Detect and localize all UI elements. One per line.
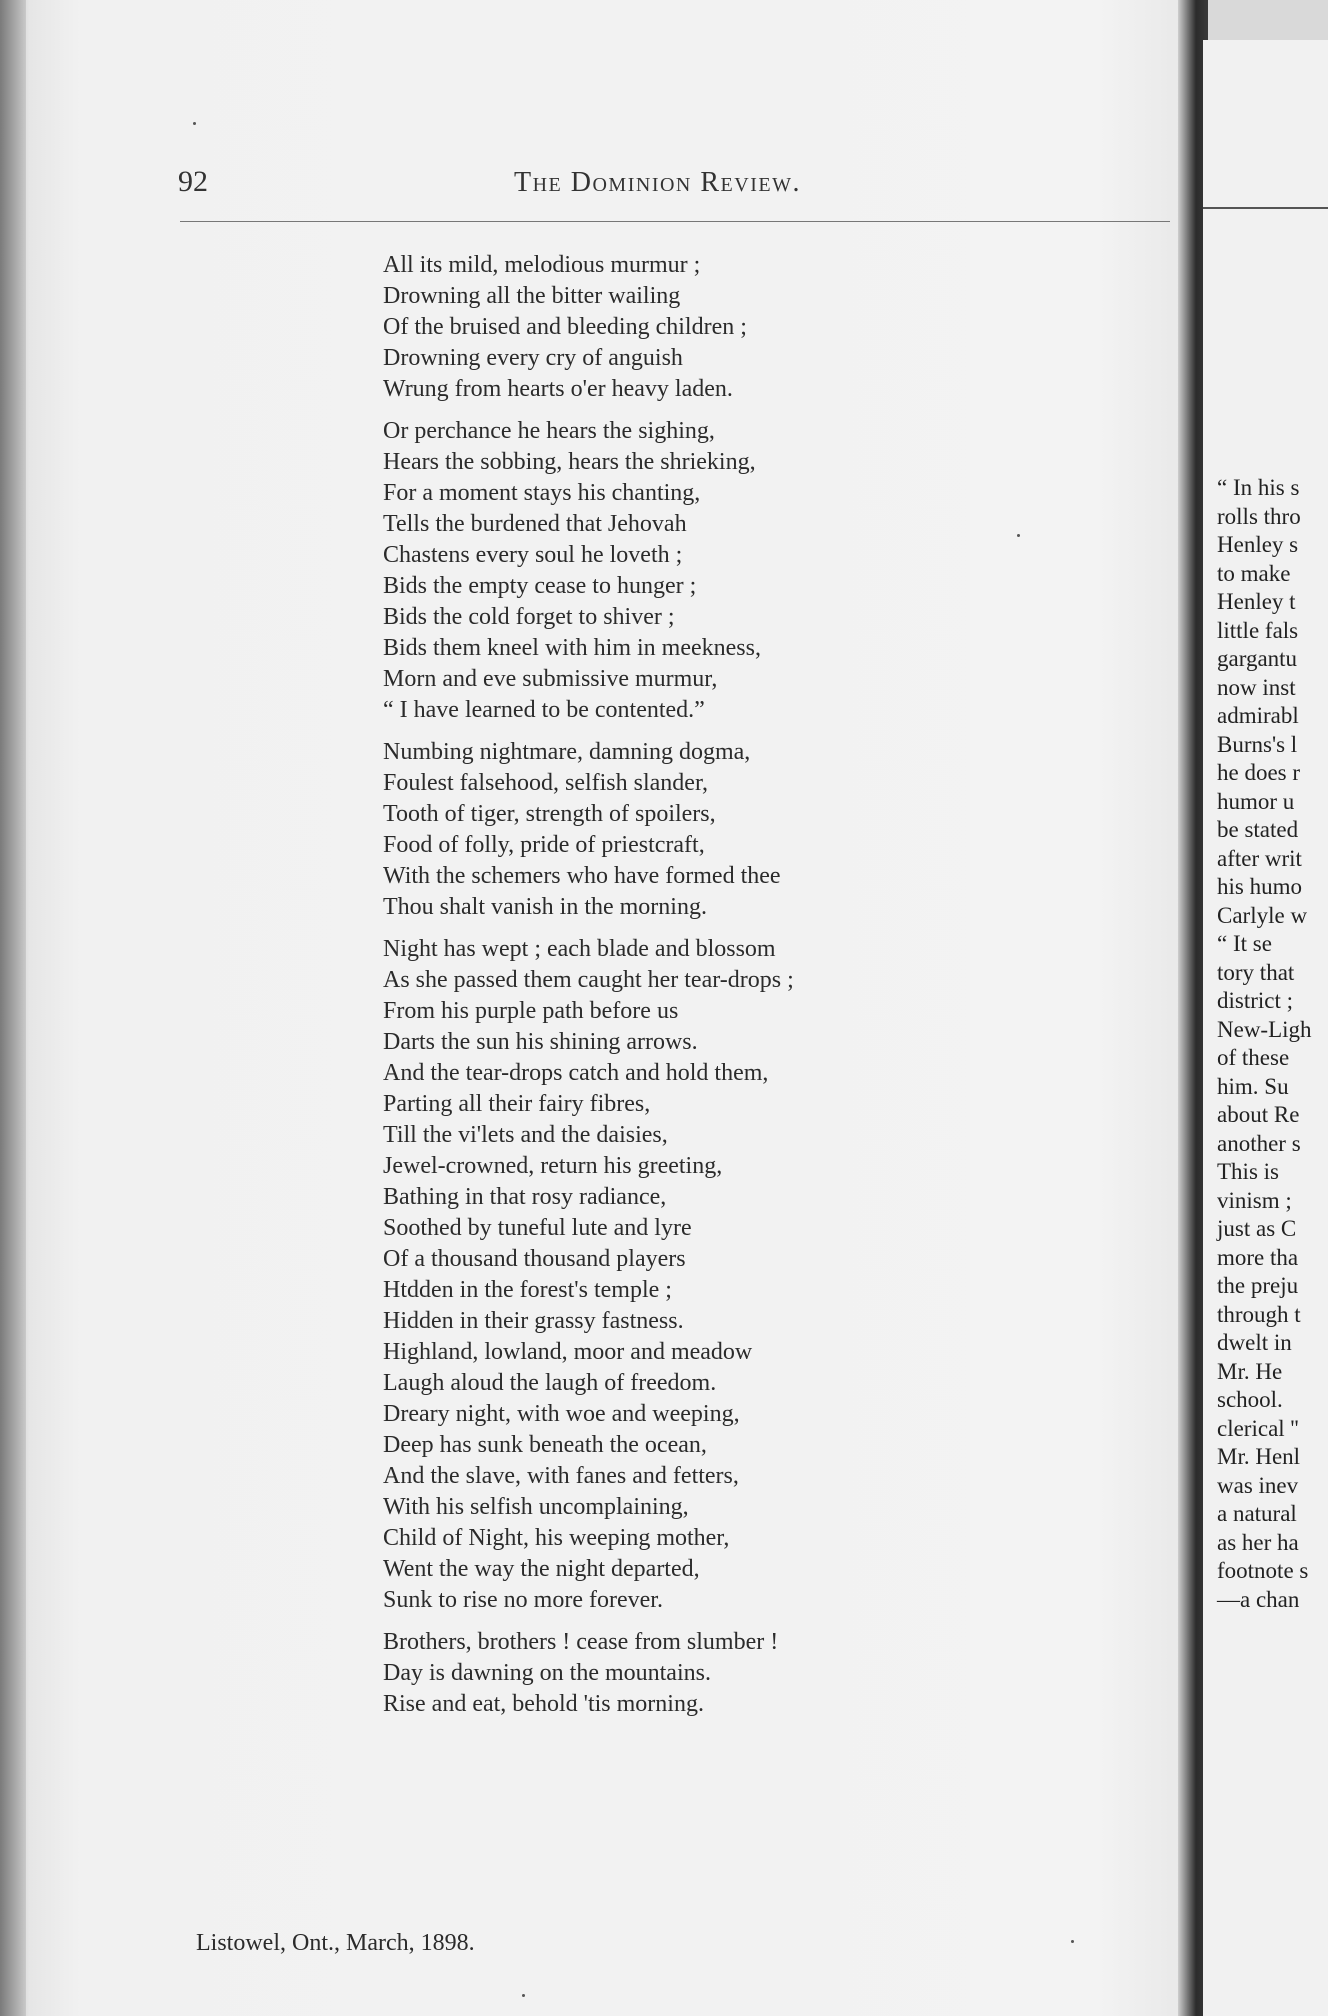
poem-line: Dreary night, with woe and weeping, [383,1401,740,1427]
poem-stanza [383,250,1103,405]
header-rule [180,221,1170,222]
poem-signature: Listowel, Ont., March, 1898. [196,1930,475,1956]
facing-page-line: school. [1217,1387,1283,1412]
facing-page-line: Burns's l [1217,731,1298,757]
poem-line: Of the bruised and bleeding children ; [383,314,747,340]
facing-page-line: gargantu [1217,646,1298,671]
poem-line: Drowning every cry of anguish [383,345,683,371]
facing-page-line: dwelt in [1217,1330,1292,1355]
poem-line: Night has wept ; each blade and blossom [383,936,776,962]
facing-page-line: footnote s [1217,1558,1309,1583]
poem-line: Numbing nightmare, damning dogma, [383,739,751,765]
facing-page-line: now inst [1217,674,1296,700]
facing-page-line: humor u [1217,788,1295,814]
facing-page-line: district ; [1217,988,1294,1013]
facing-page-line: a natural [1217,1501,1297,1526]
facing-page-line: as her ha [1217,1529,1299,1555]
facing-page-line: admirabl [1217,703,1299,728]
print-speck [1017,534,1020,537]
poem-line: Rise and eat, behold 'tis morning. [383,1691,704,1717]
poem-line: With the schemers who have formed thee [383,863,781,889]
facing-page-line: Henley s [1217,532,1299,557]
poem-line: Jewel-crowned, return his greeting, [383,1153,723,1179]
facing-page-line: about Re [1217,1102,1300,1127]
poem-line: All its mild, melodious murmur ; [383,252,701,278]
facing-page-line: just as C [1217,1216,1297,1241]
poem-line: From his purple path before us [383,998,679,1024]
poem-line: Bathing in that rosy radiance, [383,1184,667,1210]
poem-line: “ I have learned to be contented.” [383,697,705,723]
poem-line: As she passed them caught her tear-drops ; [383,967,794,993]
facing-page [1203,40,1328,2016]
print-speck [522,1994,525,1997]
poem-line: With his selfish uncomplaining, [383,1494,689,1520]
facing-page-line: Henley t [1217,589,1296,614]
poem-line: Morn and eve submissive murmur, [383,666,718,692]
facing-page-line: through t [1217,1301,1301,1327]
facing-page-line: the preju [1217,1273,1299,1298]
facing-page-line: be stated [1217,817,1299,842]
facing-page-line: rolls thro [1217,503,1301,529]
facing-page-line: tory that [1217,959,1295,985]
poem-line: Htdden in the forest's temple ; [383,1277,672,1303]
poem-line: Thou shalt vanish in the morning. [383,894,707,920]
poem-stanza [383,1627,1103,1720]
poem-line: Hidden in their grassy fastness. [383,1308,684,1334]
poem-stanza [383,737,1103,923]
facing-header-rule [1203,207,1328,209]
poem-stanza [383,934,1103,1616]
poem-line: Went the way the night departed, [383,1556,700,1582]
print-speck [1071,1940,1074,1943]
facing-page-line: “ It se [1217,931,1272,956]
facing-page-line: This is [1217,1159,1279,1184]
poem-line: Tooth of tiger, strength of spoilers, [383,801,716,827]
poem-line: And the slave, with fanes and fetters, [383,1463,739,1489]
facing-page-line: he does r [1217,760,1301,785]
poem-line: Drowning all the bitter wailing [383,283,681,309]
facing-page-line: to make [1217,560,1291,586]
facing-page-line: his humo [1217,874,1302,899]
poem-line: Child of Night, his weeping mother, [383,1525,730,1551]
facing-page-line: more tha [1217,1244,1299,1270]
facing-page-line: New-Ligh [1217,1016,1312,1042]
print-speck [193,122,196,125]
poem-line: Sunk to rise no more forever. [383,1587,663,1613]
facing-page-line: was inev [1217,1472,1299,1498]
facing-page-line: little fals [1217,617,1299,643]
poem-line: Chastens every soul he loveth ; [383,542,683,568]
poem-line: Bids them kneel with him in meekness, [383,635,761,661]
facing-page-line: —a chan [1217,1586,1300,1612]
poem-line: Bids the cold forget to shiver ; [383,604,675,630]
poem-line: Tells the burdened that Jehovah [383,511,687,537]
poem-line: Parting all their fairy fibres, [383,1091,651,1117]
facing-page-line: another s [1217,1130,1301,1156]
poem-line: Wrung from hearts o'er heavy laden. [383,376,733,402]
facing-page-text [1217,474,1328,1614]
poem-line: For a moment stays his chanting, [383,480,701,506]
facing-page-line: vinism ; [1217,1187,1292,1213]
facing-page-line: “ In his s [1217,475,1300,500]
poem-line: Highland, lowland, moor and meadow [383,1339,753,1365]
poem-stanza [383,416,1103,726]
running-head: The Dominion Review. [514,167,801,198]
poem-line: Day is dawning on the mountains. [383,1660,711,1686]
page-edge-shadow [0,0,26,2016]
poem-line: Food of folly, pride of priestcraft, [383,832,705,858]
facing-page-line: of these [1217,1045,1290,1070]
poem-line: Till the vi'lets and the daisies, [383,1122,668,1148]
poem-line: Hears the sobbing, hears the shrieking, [383,449,756,475]
facing-page-line: Mr. Henl [1217,1444,1301,1469]
poem-line: Laugh aloud the laugh of freedom. [383,1370,717,1396]
facing-page-line: after writ [1217,845,1302,871]
poem-line: Foulest falsehood, selfish slander, [383,770,708,796]
poem-line: Of a thousand thousand players [383,1246,686,1272]
facing-page-line: him. Su [1217,1073,1289,1099]
poem-line: Brothers, brothers ! cease from slumber ! [383,1629,779,1655]
facing-page-line: clerical '' [1217,1415,1299,1441]
poem-line: Or perchance he hears the sighing, [383,418,715,444]
poem-line: Darts the sun his shining arrows. [383,1029,698,1055]
facing-page-line: Carlyle w [1217,902,1308,928]
poem-line: Soothed by tuneful lute and lyre [383,1215,692,1241]
page-number: 92 [178,165,208,198]
poem-line: Deep has sunk beneath the ocean, [383,1432,707,1458]
poem-body [383,250,1103,1731]
facing-page-line: Mr. He [1217,1358,1283,1384]
poem-line: And the tear-drops catch and hold them, [383,1060,769,1086]
poem-line: Bids the empty cease to hunger ; [383,573,697,599]
